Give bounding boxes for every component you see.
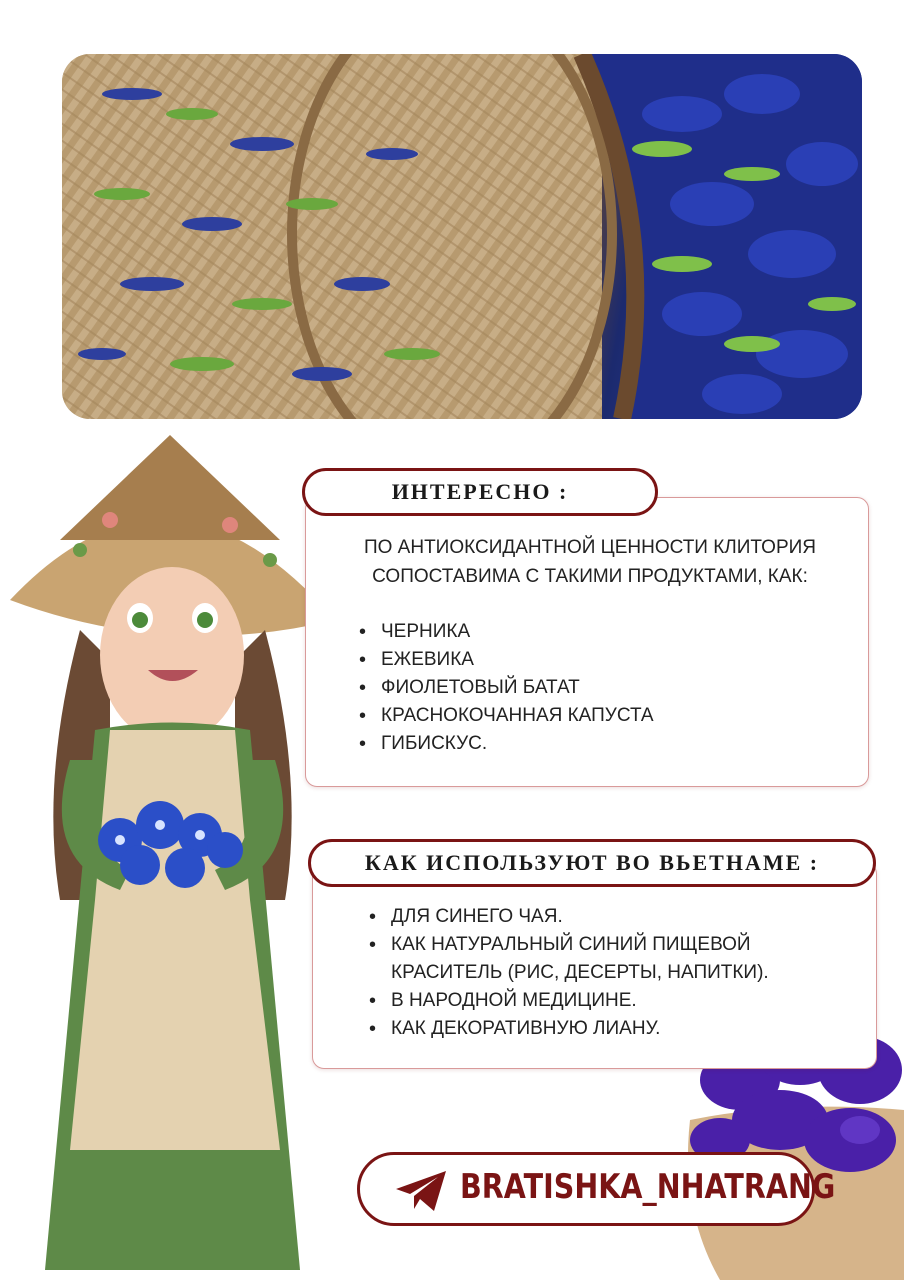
list-item: • ГИБИСКУС. <box>357 730 837 758</box>
list-item: • В НАРОДНОЙ МЕДИЦИНЕ. <box>367 987 857 1015</box>
list-item: • ЧЕРНИКА <box>357 618 837 646</box>
telegram-icon <box>394 1169 448 1218</box>
list-item: • КРАСНОКОЧАННАЯ КАПУСТА <box>357 702 837 730</box>
telegram-handle-button[interactable] <box>357 1152 836 1226</box>
vietnam-uses-list <box>367 903 857 1043</box>
butterfly-pea-photo <box>62 54 862 419</box>
antioxidant-intro-text: ПО АНТИОКСИДАНТНОЙ ЦЕННОСТИ КЛИТОРИЯ СОПОСТАВИМА С ТАКИМИ ПРОДУКТАМИ, КАК: <box>363 537 817 587</box>
antioxidant-products-list <box>357 618 837 758</box>
list-item: • ФИОЛЕТОВЫЙ БАТАТ <box>357 674 837 702</box>
girl-with-flowers-illustration <box>0 430 345 1280</box>
telegram-handle-text: BRATISHKA_NHATRANG <box>460 1167 836 1207</box>
list-item: • КАК ДЕКОРАТИВНУЮ ЛИАНУ. <box>367 1015 857 1043</box>
list-item: • КАК НАТУРАЛЬНЫЙ СИНИЙ ПИЩЕВОЙ КРАСИТЕЛЬ (РИС, ДЕСЕРТЫ, НАПИТКИ). <box>367 931 857 987</box>
interesting-title: ИНТЕРЕСНО : <box>302 468 658 516</box>
list-item: • ЕЖЕВИКА <box>357 646 837 674</box>
list-item: • ДЛЯ СИНЕГО ЧАЯ. <box>367 903 857 931</box>
vietnam-uses-title: КАК ИСПОЛЬЗУЮТ ВО ВЬЕТНАМЕ : <box>308 839 876 887</box>
